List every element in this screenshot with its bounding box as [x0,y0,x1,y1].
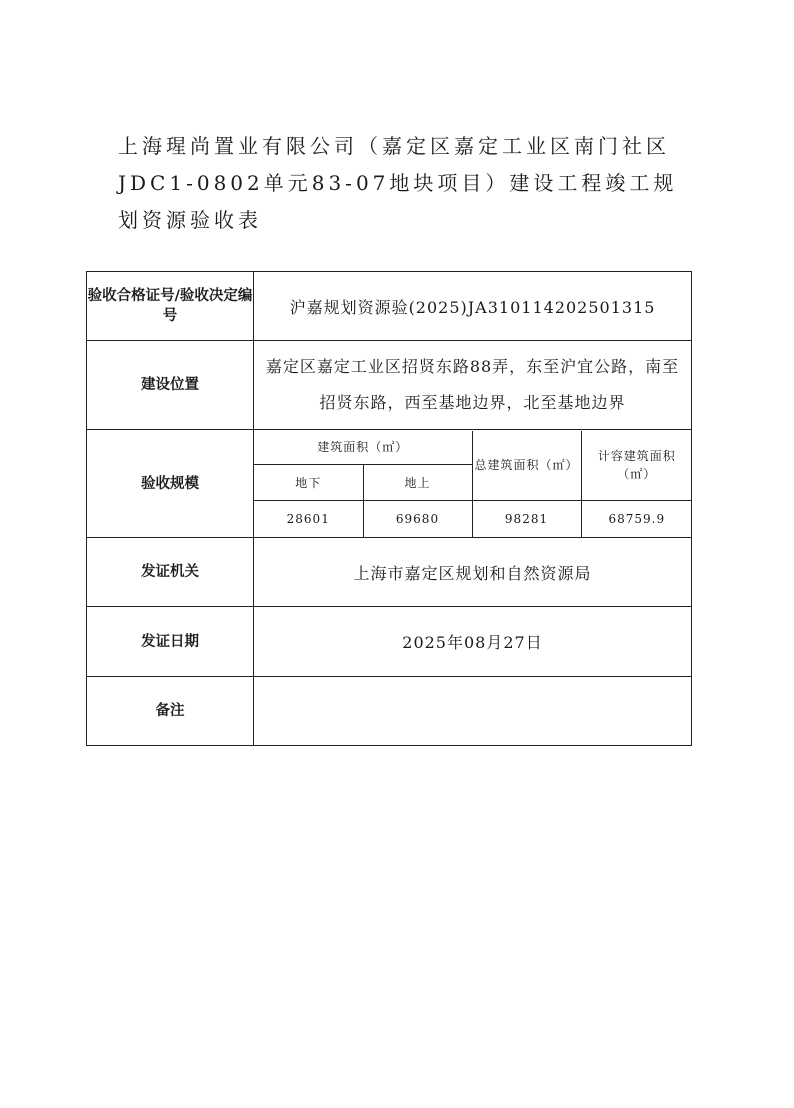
remarks-label: 备注 [87,677,254,746]
issuer-label: 发证机关 [87,538,254,607]
table-row-location [87,341,692,430]
aboveground-value: 69680 [363,501,472,537]
total-area-value: 98281 [472,501,581,537]
scale-label: 验收规模 [87,430,254,538]
underground-header: 地下 [254,465,363,501]
table-row-remarks [87,677,692,746]
aboveground-header: 地上 [363,465,472,501]
building-area-header: 建筑面积（㎡） [254,431,472,465]
table-row-issue-date [87,607,692,677]
table-row-cert-no [87,272,692,341]
cert-no-value: 沪嘉规划资源验(2025)JA310114202501315 [254,272,692,341]
plot-area-value: 68759.9 [581,501,692,537]
acceptance-table [86,271,692,746]
underground-value: 28601 [254,501,363,537]
table-row-issuer [87,538,692,607]
plot-area-header: 计容建筑面积（㎡） [581,431,692,501]
location-label: 建设位置 [87,341,254,430]
issue-date-value: 2025年08月27日 [254,607,692,677]
total-area-header: 总建筑面积（㎡） [472,431,581,501]
remarks-value [254,677,692,746]
issue-date-label: 发证日期 [87,607,254,677]
issuer-value: 上海市嘉定区规划和自然资源局 [254,538,692,607]
document-title: 上海瑆尚置业有限公司（嘉定区嘉定工业区南门社区JDC1-0802单元83-07地块项目）建设工程竣工规划资源验收表 [118,134,678,232]
scale-cell [254,430,692,538]
scale-subtable [254,431,692,537]
cert-no-label: 验收合格证号/验收决定编号 [87,272,254,341]
table-row-scale [87,430,692,538]
location-value: 嘉定区嘉定工业区招贤东路88弄，东至沪宜公路，南至招贤东路，西至基地边界，北至基地边界 [254,341,692,430]
